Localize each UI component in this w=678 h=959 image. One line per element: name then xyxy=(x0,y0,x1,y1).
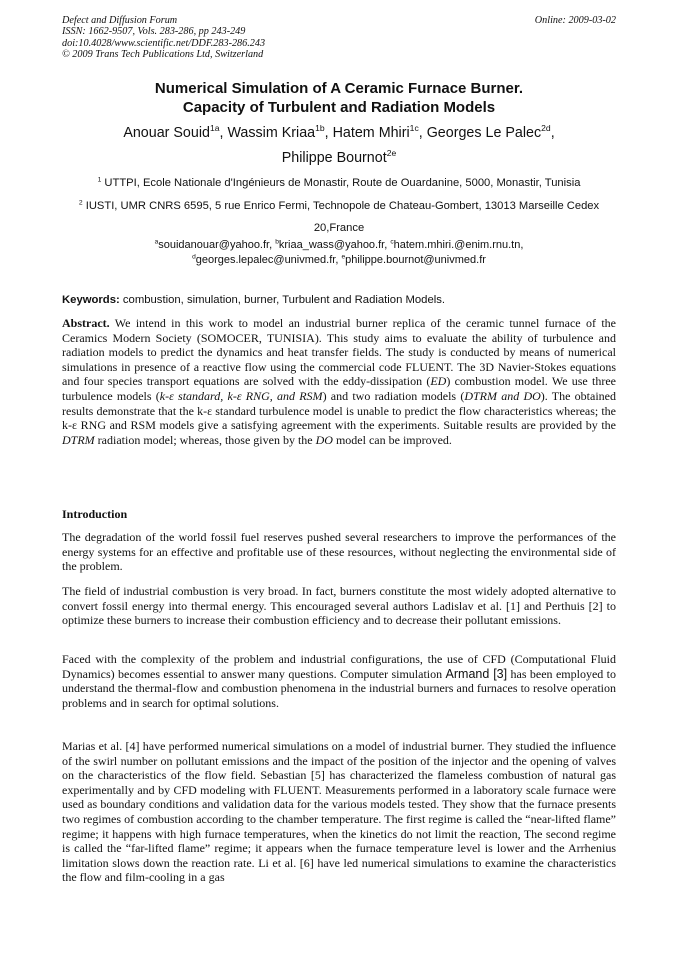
intro-paragraph-4: Marias et al. [4] have performed numerical simulations on a model of industrial burner. They studied the influence of the swirl number on pollutant emissions and the impact of the position of the injector and the opening of valves on the characteristics of the flow field. Sebastian [5] has characterized the flameless combustion of natural gas experimentally and by CFD modeling with FLUENT. Measurements performed in a laboratory scale furnace were used as boundary conditions and validation data for the various models tested. They show that the furnace presents two regimes of combustion according to the chamber temperature. The first regime is called the “near-lifted flame” regime; it happens with high furnace temperatures, when the kinetics do not limit the reaction, The second regime is called the “far-lifted flame” regime; it appears when the furnace temperature level is lower and the Arrhenius limitation slows down the reaction rate. Li et al. [6] have led numerical simulations to examine the characteristics the flow and film-cooling in a gas xyxy=(62,739,616,885)
author-separator: , xyxy=(324,125,333,141)
title-line-1: Numerical Simulation of A Ceramic Furnace Burner. xyxy=(154,80,524,97)
intro-paragraph-1: The degradation of the world fossil fuel reserves pushed several researchers to improve the performances of the energy systems for an effective and profitable use of these resources, without neglecting the environmental side of the problem. xyxy=(62,530,616,574)
author-affil-mark: 2e xyxy=(386,148,397,159)
author-affil-mark: 1a xyxy=(209,123,220,134)
email-address[interactable]: kriaa_wass@yahoo.fr, xyxy=(278,239,391,251)
author-name: Wassim Kriaa xyxy=(227,125,316,141)
author-emails xyxy=(55,238,623,267)
abstract-label: Abstract. xyxy=(62,316,110,330)
author-name: Anouar Souid xyxy=(123,125,210,141)
affiliation-mark: 1 xyxy=(97,176,102,184)
abstract-term: DTRM xyxy=(62,432,95,447)
author-separator: , xyxy=(219,125,228,141)
abstract-text: ). The obtained results demonstrate that the k-ε standard turbulence model is unable to predict the flow characteristics whereas; the k-ε RNG and RSM models give a satisfying agreement with the experiments. Suitable results are provided by the xyxy=(62,388,616,433)
email-mark: d xyxy=(192,252,196,260)
abstract-term: DO xyxy=(315,432,333,447)
author-name: Hatem Mhiri xyxy=(332,125,410,141)
abstract-text: We intend in this work to model an industrial burner replica of the ceramic tunnel furnace of the Ceramics Modern Society (SOMOCER, TUNISIA). This study aims to evaluate the ability of turbulence and radiation models to predict the dynamics and heat transfer fields. The study is conducted by means of numerical simulations in presence of a reactive flow using the commercial code FLUENT. The 3D Navier-Stokes equations and four species transport equations are solved with the eddy-dissipation ( xyxy=(62,316,616,389)
paragraph-text: Faced with the complexity of the problem and industrial configurations, the use of CFD (Computational Fluid Dynamics) becomes essential to answer many questions. Computer simulation xyxy=(62,652,616,681)
author-affil-mark: 2d xyxy=(541,123,551,134)
copyright: © 2009 Trans Tech Publications Ltd, Switzerland xyxy=(62,48,264,60)
author-name: Philippe Bournot xyxy=(281,150,387,166)
author-list xyxy=(40,121,638,171)
affiliation-2 xyxy=(55,195,623,240)
affiliation-1 xyxy=(55,172,623,195)
email-mark: b xyxy=(275,238,279,246)
email-mark: e xyxy=(341,252,346,260)
intro-paragraph-2: The field of industrial combustion is very broad. In fact, burners constitute the most widely adopted alternative to convert fossil energy into thermal energy. This encouraged several authors Ladislav et al. [1] and Perthuis [2] to optimize these burners to increase their combustion efficiency and to decrease their pollutant emissions. xyxy=(62,584,616,628)
affiliations xyxy=(55,172,623,240)
doi: doi:10.4028/www.scientific.net/DDF.283-286.243 xyxy=(62,37,266,49)
author-affil-mark: 1c xyxy=(409,123,419,134)
affiliation-text: IUSTI, UMR CNRS 6595, 5 rue Enrico Fermi, Technopole de Chateau-Gombert, 13013 Marseille Cedex 20,France xyxy=(82,199,600,234)
journal-name: Defect and Diffusion Forum xyxy=(62,15,178,26)
email-mark: a xyxy=(154,238,159,246)
online-date: Online: 2009-03-02 xyxy=(534,15,616,26)
keywords-label: Keywords: xyxy=(62,294,120,306)
issn: ISSN: 1662-9507, Vols. 283-286, pp 243-249 xyxy=(62,26,246,38)
citation: Armand [3] xyxy=(445,666,508,681)
abstract-text: ) combustion model. We use three turbulence models ( xyxy=(62,374,616,403)
abstract-text: radiation model; whereas, those given by the xyxy=(94,432,316,447)
abstract-term: DTRM and DO xyxy=(464,388,541,403)
author-separator: , xyxy=(418,125,427,141)
keywords xyxy=(62,293,616,307)
paper-title xyxy=(40,80,638,117)
author-name: Georges Le Palec xyxy=(426,125,542,141)
section-heading: Introduction xyxy=(62,507,128,521)
abstract xyxy=(62,316,616,447)
email-mark: c xyxy=(390,238,394,246)
abstract-term: k-ε standard, k-ε RNG, and RSM xyxy=(159,388,323,403)
author-separator: , xyxy=(550,125,555,141)
author-affil-mark: 1b xyxy=(315,123,325,134)
paragraph-text: has been employed to understand the thermal-flow and combustion phenomena in the industrial burners and furnaces to resolve operation problems and in search for optimal solutions. xyxy=(62,666,616,710)
title-line-2: Capacity of Turbulent and Radiation Models xyxy=(182,98,496,116)
email-address[interactable]: georges.lepalec@univmed.fr, xyxy=(195,253,342,266)
affiliation-text: UTTPI, Ecole Nationale d'Ingénieurs de Monastir, Route de Ouardanine, 5000, Monastir, Tunisia xyxy=(101,177,581,189)
affiliation-mark: 2 xyxy=(78,198,83,206)
email-address[interactable]: philippe.bournot@univmed.fr xyxy=(345,253,486,266)
intro-paragraph-3 xyxy=(62,652,616,710)
email-address[interactable]: hatem.mhiri.@enim.rnu.tn, xyxy=(393,239,524,251)
email-address[interactable]: souidanouar@yahoo.fr, xyxy=(158,239,276,251)
abstract-text: ) and two radiation models ( xyxy=(322,388,465,403)
abstract-term: ED xyxy=(430,374,447,389)
abstract-text: model can be improved. xyxy=(332,432,452,447)
keywords-text: combustion, simulation, burner, Turbulent and Radiation Models. xyxy=(119,294,446,306)
journal-header xyxy=(62,15,265,60)
